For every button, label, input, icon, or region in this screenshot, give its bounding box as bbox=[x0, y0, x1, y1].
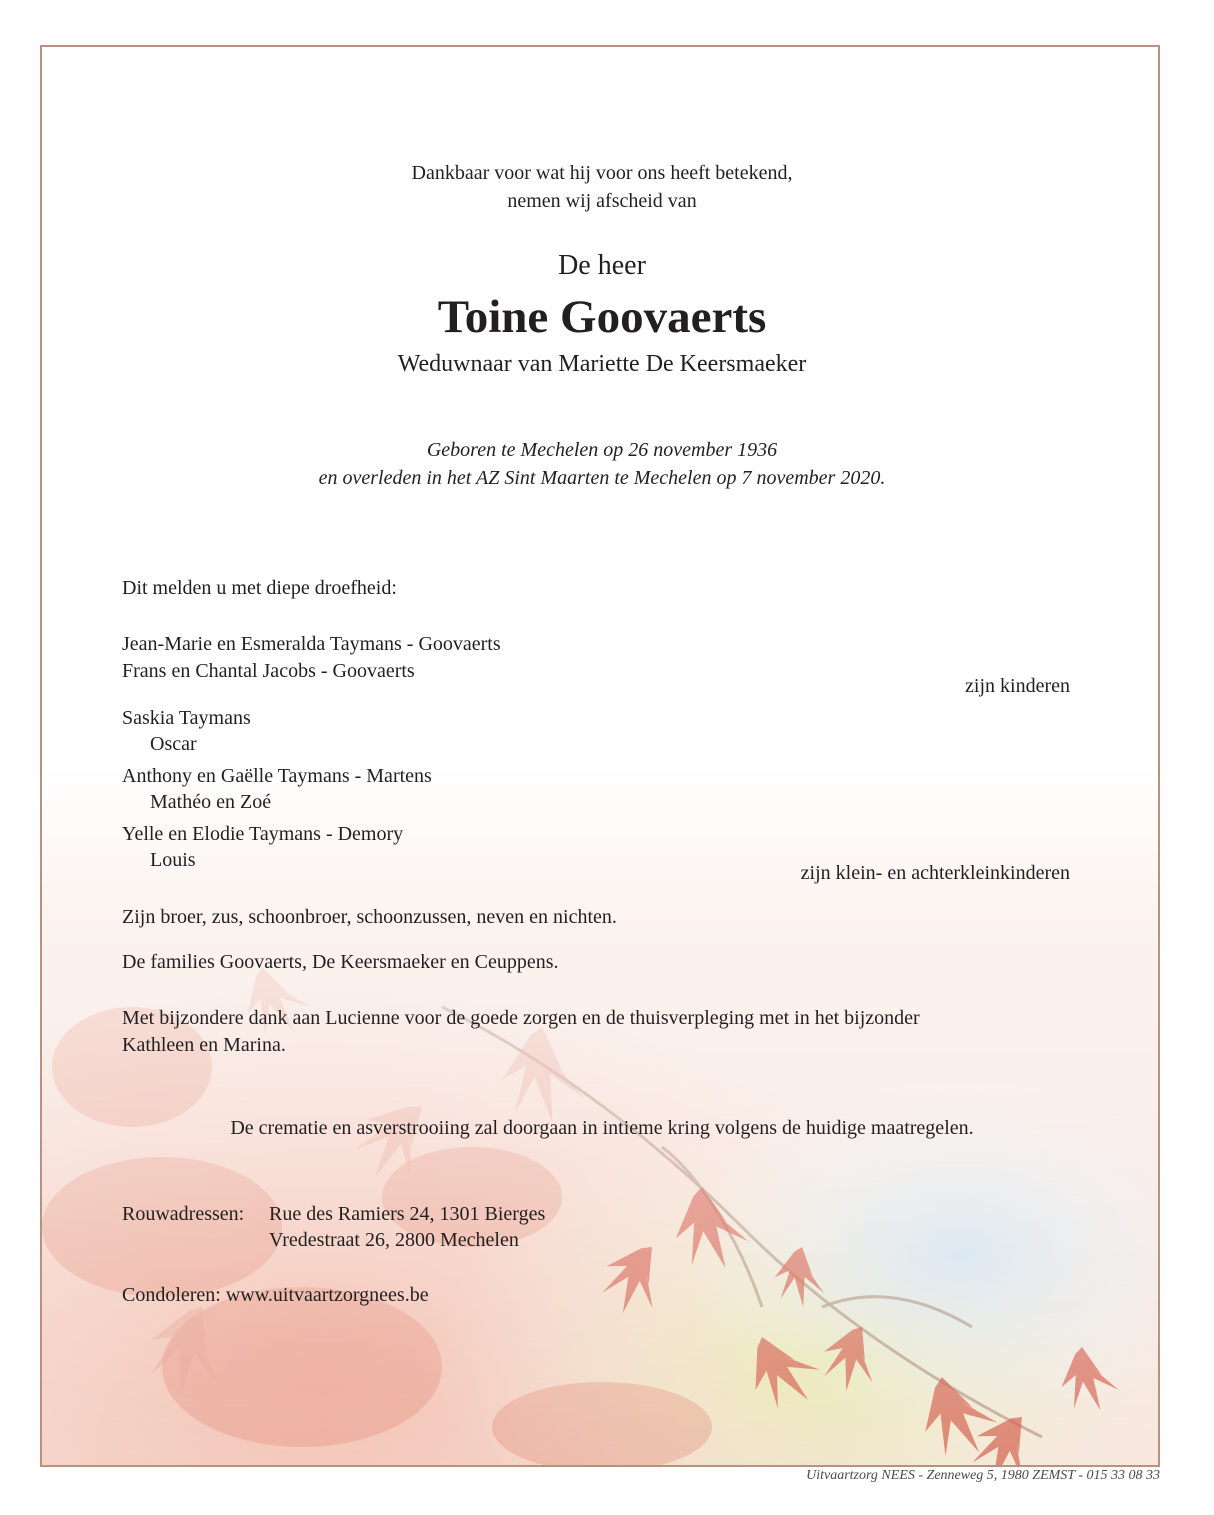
child-1: Jean-Marie en Esmeralda Taymans - Goovaerts bbox=[122, 633, 501, 655]
deceased-name: Toine Goovaerts bbox=[437, 291, 767, 343]
address-2: Vredestraat 26, 2800 Mechelen bbox=[269, 1229, 519, 1251]
grandchildren-label: zijn klein- en achterkleinkinderen bbox=[800, 862, 1070, 884]
children-label: zijn kinderen bbox=[965, 675, 1070, 697]
great-grandchild-3: Louis bbox=[150, 849, 196, 871]
condolences-line: Condoleren: www.uitvaartzorgnees.be bbox=[122, 1284, 429, 1306]
funeral-home-footer: Uitvaartzorg NEES - Zenneweg 5, 1980 ZEMST - 015 33 08 33 bbox=[806, 1468, 1160, 1483]
memorial-card bbox=[40, 45, 1160, 1467]
great-grandchild-2: Mathéo en Zoé bbox=[150, 791, 272, 813]
salutation: De heer bbox=[558, 250, 646, 281]
grandchild-group-1: Saskia Taymans bbox=[122, 707, 251, 729]
grandchild-group-3: Yelle en Elodie Taymans - Demory bbox=[122, 823, 404, 845]
grandchild-group-2: Anthony en Gaëlle Taymans - Martens bbox=[122, 765, 432, 787]
thanks-line-1: Met bijzondere dank aan Lucienne voor de goede zorgen en de thuisverpleging met in het bijzonder bbox=[122, 1007, 920, 1029]
cremation-notice: De crematie en asverstrooiing zal doorgaan in intieme kring volgens de huidige maatregelen. bbox=[230, 1117, 974, 1139]
families-line: De families Goovaerts, De Keersmaeker en Ceuppens. bbox=[122, 951, 559, 973]
spouse-relation: Weduwnaar van Mariette De Keersmaeker bbox=[397, 351, 807, 377]
child-2: Frans en Chantal Jacobs - Goovaerts bbox=[122, 660, 415, 682]
great-grandchild-1: Oscar bbox=[150, 733, 197, 755]
addresses-label: Rouwadressen: bbox=[122, 1203, 245, 1225]
intro-line-1: Dankbaar voor wat hij voor ons heeft betekend, bbox=[411, 162, 793, 184]
address-1: Rue des Ramiers 24, 1301 Bierges bbox=[269, 1203, 546, 1225]
thanks-line-2: Kathleen en Marina. bbox=[122, 1034, 286, 1056]
siblings-line: Zijn broer, zus, schoonbroer, schoonzussen, neven en nichten. bbox=[122, 906, 617, 928]
announcement: Dit melden u met diepe droefheid: bbox=[122, 577, 397, 599]
intro-line-2: nemen wij afscheid van bbox=[507, 190, 697, 212]
death-line: en overleden in het AZ Sint Maarten te Mechelen op 7 november 2020. bbox=[318, 467, 886, 489]
birth-line: Geboren te Mechelen op 26 november 1936 bbox=[426, 439, 778, 461]
